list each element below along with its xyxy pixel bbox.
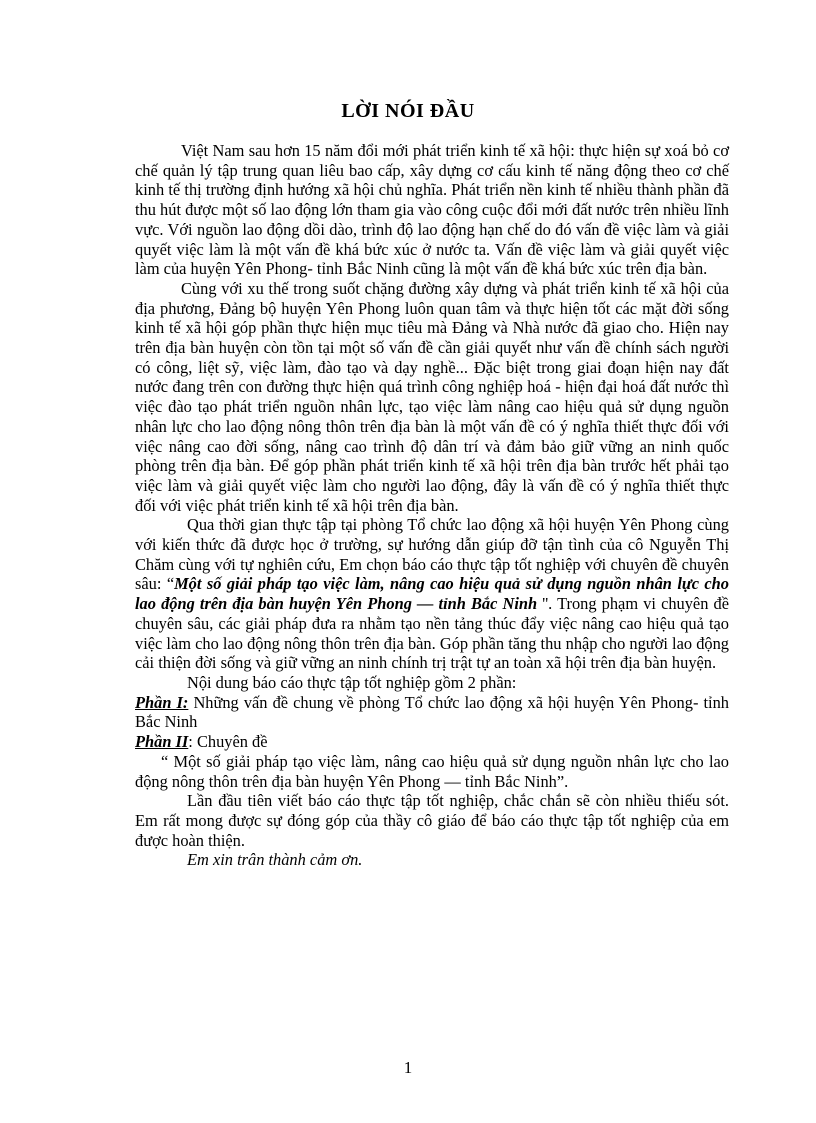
part-two-line xyxy=(135,732,729,752)
paragraph-closing: Lần đầu tiên viết báo cáo thực tập tốt nghiệp, chắc chắn sẽ còn nhiều thiếu sót. Em rất mong được sự đóng góp của thầy cô giáo để báo cáo thực tập tốt nghiệp của em được hoàn thiện. xyxy=(135,791,729,850)
page-title: LỜI NÓI ĐẦU xyxy=(341,100,475,122)
topic-lead-text: Qua thời gian thực tập tại phòng Tổ chức lao động xã hội huyện Yên Phong cùng với kiến thức đã được học ở trường, sự hướng dẫn giúp đỡ tận tình của cô Nguyễn Thị Chăm cùng với tự nghiên cứu, Em chọn báo cáo thực tập tốt nghiệp với chuyên đề chuyên sâu: “ xyxy=(135,515,729,594)
paragraph-topic xyxy=(135,515,729,673)
paragraph-intro: Việt Nam sau hơn 15 năm đổi mới phát triển kinh tế xã hội: thực hiện sự xoá bỏ cơ chế quản lý tập trung quan liêu bao cấp, xây dựng cơ cấu kinh tế năng động theo cơ chế kinh tế thị trường định hướng xã hội chủ nghĩa. Phát triển nền kinh tế nhiều thành phần đã thu hút được một số lao động lớn tham gia vào công cuộc đổi mới đất nước trên nhiều lĩnh vực. Với nguồn lao động dồi dào, trình độ lao động hạn chế do đó vấn đề việc làm và giải quyết việc làm là một vấn đề khá bức xúc ở nước ta. Vấn đề việc làm và giải quyết việc làm của huyện Yên Phong- tỉnh Bắc Ninh cũng là một vấn đề khá bức xúc trên địa bàn. xyxy=(135,141,729,279)
part-one-label: Phần I: xyxy=(135,692,189,712)
part-one-line xyxy=(135,693,729,732)
part-one-text: Những vấn đề chung về phòng Tổ chức lao động xã hội huyện Yên Phong- tỉnh Bắc Ninh xyxy=(135,692,729,732)
page-number: 1 xyxy=(403,1058,413,1077)
paragraph-contents-intro: Nội dung báo cáo thực tập tốt nghiệp gồm 2 phần: xyxy=(187,672,517,692)
paragraph-context: Cùng với xu thế trong suốt chặng đường xây dựng và phát triển kinh tế xã hội của địa phương, Đảng bộ huyện Yên Phong luôn quan tâm và thực hiện tốt các mặt đời sống kinh tế xã hội góp phần thực hiện mục tiêu mà Đảng và Nhà nước đã giao cho. Hiện nay trên địa bàn huyện còn tồn tại một số vấn đề cần giải quyết như vấn đề chính sách người có công, liệt sỹ, việc làm, đào tạo và dạy nghề... Đặc biệt trong giai đoạn hiện nay đất nước đang trên con đường thực hiện quá trình công nghiệp hoá - hiện đại hoá đất nước thì việc đào tạo phát triển nguồn nhân lực, tạo việc làm nâng cao hiệu quả sử dụng nguồn nhân lực cho lao động nông thôn trên địa bàn là một vấn đề có ý nghĩa thiết thực đối với việc nâng cao đời sống, nâng cao trình độ dân trí và đảm bảo giữ vững an ninh quốc phòng trên địa bàn. Để góp phần phát triển kinh tế xã hội trên địa bàn trước hết phải tạo việc làm và giải quyết việc làm cho người lao động, đây là vấn đề có ý nghĩa thiết thực đối với việc phát triển kinh tế xã hội trên địa bàn. xyxy=(135,278,729,515)
part-two-label: Phần II xyxy=(135,732,189,752)
part-two-text: : Chuyên đề xyxy=(188,732,268,752)
topic-trail-text: ''. Trong phạm vi chuyên đề chuyên sâu, các giải pháp đưa ra nhằm tạo nền tảng thúc đẩy việc nâng cao hiệu quả tạo việc làm cho lao động nông thôn trên địa bàn. Góp phần tăng thu nhập cho người lao động cải thiện đời sống và giữ vững an ninh chính trị trật tự an toàn xã hội trên địa bàn huyện. xyxy=(135,594,729,673)
topic-title: Một số giải pháp tạo việc làm, nâng cao hiệu quả sử dụng nguồn nhân lực cho lao động trên địa bàn huyện Yên Phong — tỉnh Bắc Ninh xyxy=(135,574,729,614)
part-two-topic: “ Một số giải pháp tạo việc làm, nâng cao hiệu quả sử dụng nguồn nhân lực cho lao động nông thôn trên địa bàn huyện Yên Phong — tỉnh Bắc Ninh”. xyxy=(135,751,729,791)
document-body xyxy=(135,141,729,870)
thanks-line: Em xin trân thành cảm ơn. xyxy=(187,850,363,870)
